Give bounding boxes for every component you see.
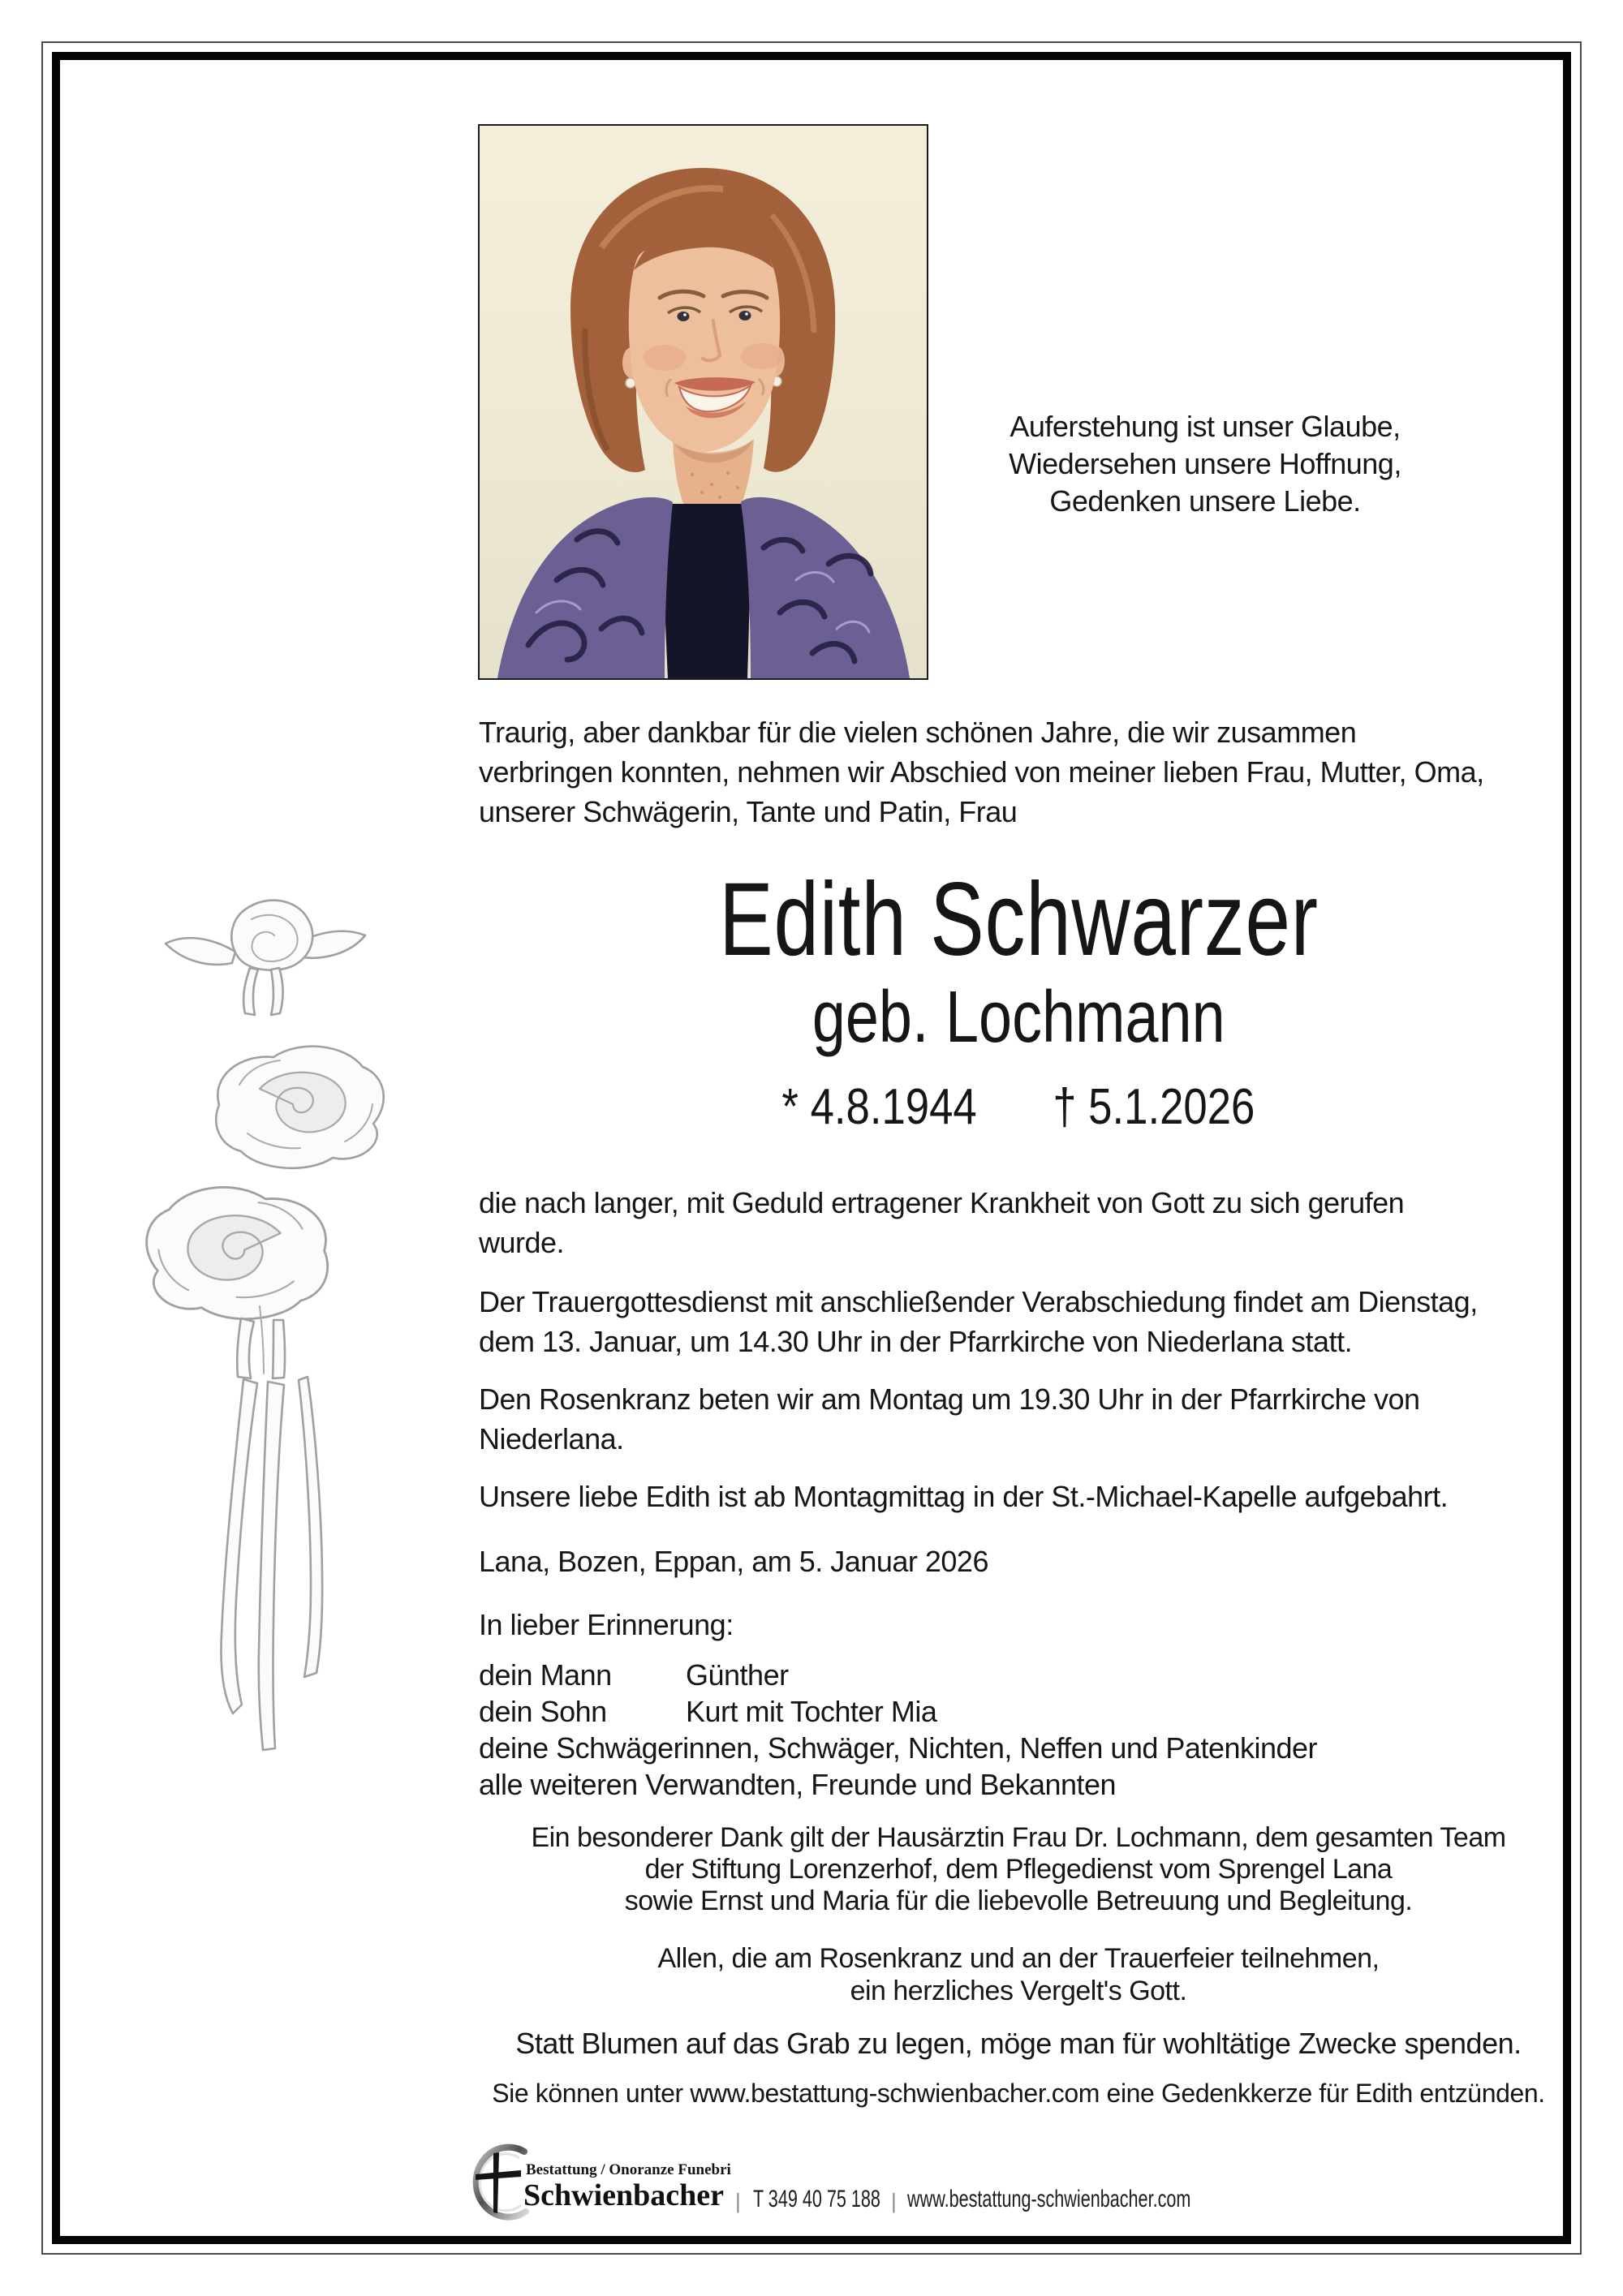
text-line: dem 13. Januar, um 14.30 Uhr in der Pfarrkirche von Niederlana statt. bbox=[479, 1325, 1353, 1358]
death-date: † 5.1.2026 bbox=[1053, 1079, 1255, 1135]
relation-names: Kurt mit Tochter Mia bbox=[686, 1695, 937, 1728]
text-line: Unsere liebe Edith ist ab Montagmittag in der St.-Michael-Kapelle aufgebahrt. bbox=[479, 1480, 1449, 1513]
intro-line: Traurig, aber dankbar für die vielen schönen Jahre, die wir zusammen bbox=[479, 716, 1357, 749]
donation-note: Statt Blumen auf das Grab zu legen, möge man für wohltätige Zwecke spenden. bbox=[515, 2027, 1522, 2060]
cross-and-roses-icon bbox=[101, 418, 463, 1927]
remembrance-entry bbox=[479, 1693, 1550, 1730]
remembrance-list bbox=[479, 1657, 1550, 1803]
memorial-candle-note: Sie können unter www.bestattung-schwienbacher.com eine Gedenkkerze für Edith entzünden. bbox=[492, 2079, 1545, 2108]
quote-line: Wiedersehen unsere Hoffnung, bbox=[1009, 447, 1401, 480]
text-line: Allen, die am Rosenkranz und an der Trauerfeier teilnehmen, bbox=[657, 1943, 1380, 1974]
footer-separator: | bbox=[891, 2189, 897, 2213]
paragraph-lying-in-state bbox=[479, 1477, 1550, 1516]
relation-label: dein Mann bbox=[479, 1658, 612, 1692]
footer-separator: | bbox=[735, 2189, 741, 2213]
text-line: die nach langer, mit Geduld ertragener Krankheit von Gott zu sich gerufen bbox=[479, 1186, 1405, 1219]
deceased-name: Edith Schwarzer bbox=[718, 862, 1319, 978]
maiden-name: geb. Lochmann bbox=[812, 977, 1225, 1058]
funeral-home-tagline: Bestattung / Onoranze Funebri bbox=[526, 2161, 731, 2178]
text-line: Der Trauergottesdienst mit anschließender Verabschiedung findet am Dienstag, bbox=[479, 1285, 1478, 1318]
remembrance-line: deine Schwägerinnen, Schwäger, Nichten, Neffen und Patenkinder bbox=[479, 1731, 1318, 1765]
text-line: der Stiftung Lorenzerhof, dem Pflegedienst vom Sprengel Lana bbox=[644, 1854, 1393, 1885]
quote-line: Auferstehung ist unser Glaube, bbox=[1010, 410, 1401, 443]
relation-names: Günther bbox=[686, 1658, 789, 1692]
place-and-date: Lana, Bozen, Eppan, am 5. Januar 2026 bbox=[479, 1545, 988, 1578]
text-line: Niederlana. bbox=[479, 1422, 624, 1455]
memorial-quote bbox=[937, 408, 1473, 520]
birth-date: * 4.8.1944 bbox=[781, 1079, 977, 1135]
funeral-home-name: Schwienbacher bbox=[523, 2178, 724, 2212]
paragraph-rosary bbox=[479, 1379, 1550, 1459]
footer-website: www.bestattung-schwienbacher.com bbox=[907, 2186, 1191, 2212]
paragraph-illness bbox=[479, 1183, 1550, 1262]
text-line: Ein besonderer Dank gilt der Hausärztin Frau Dr. Lochmann, dem gesamten Team bbox=[531, 1822, 1506, 1853]
text-line: ein herzliches Vergelt's Gott. bbox=[850, 1976, 1187, 2006]
footer-phone: T 349 40 75 188 bbox=[753, 2186, 880, 2212]
attendance-paragraph bbox=[454, 1942, 1582, 2007]
intro-line: verbringen konnten, nehmen wir Abschied von meiner lieben Frau, Mutter, Oma, bbox=[479, 755, 1484, 789]
quote-line: Gedenken unsere Liebe. bbox=[1049, 484, 1361, 518]
life-dates bbox=[454, 1079, 1582, 1136]
remembrance-line: alle weiteren Verwandten, Freunde und Bekannten bbox=[479, 1768, 1117, 1801]
intro-line: unserer Schwägerin, Tante und Patin, Frau bbox=[479, 795, 1018, 828]
portrait-photo bbox=[478, 124, 928, 680]
thanks-paragraph bbox=[454, 1822, 1582, 1917]
relation-label: dein Sohn bbox=[479, 1695, 607, 1728]
paragraph-funeral-service bbox=[479, 1282, 1550, 1361]
remembrance-heading: In lieber Erinnerung: bbox=[479, 1608, 734, 1641]
text-line: sowie Ernst und Maria für die liebevolle Betreuung und Begleitung. bbox=[624, 1885, 1413, 1916]
remembrance-entry bbox=[479, 1657, 1550, 1693]
text-line: wurde. bbox=[479, 1226, 565, 1259]
text-line: Den Rosenkranz beten wir am Montag um 19.30 Uhr in der Pfarrkirche von bbox=[479, 1382, 1420, 1416]
intro-paragraph bbox=[479, 712, 1550, 832]
